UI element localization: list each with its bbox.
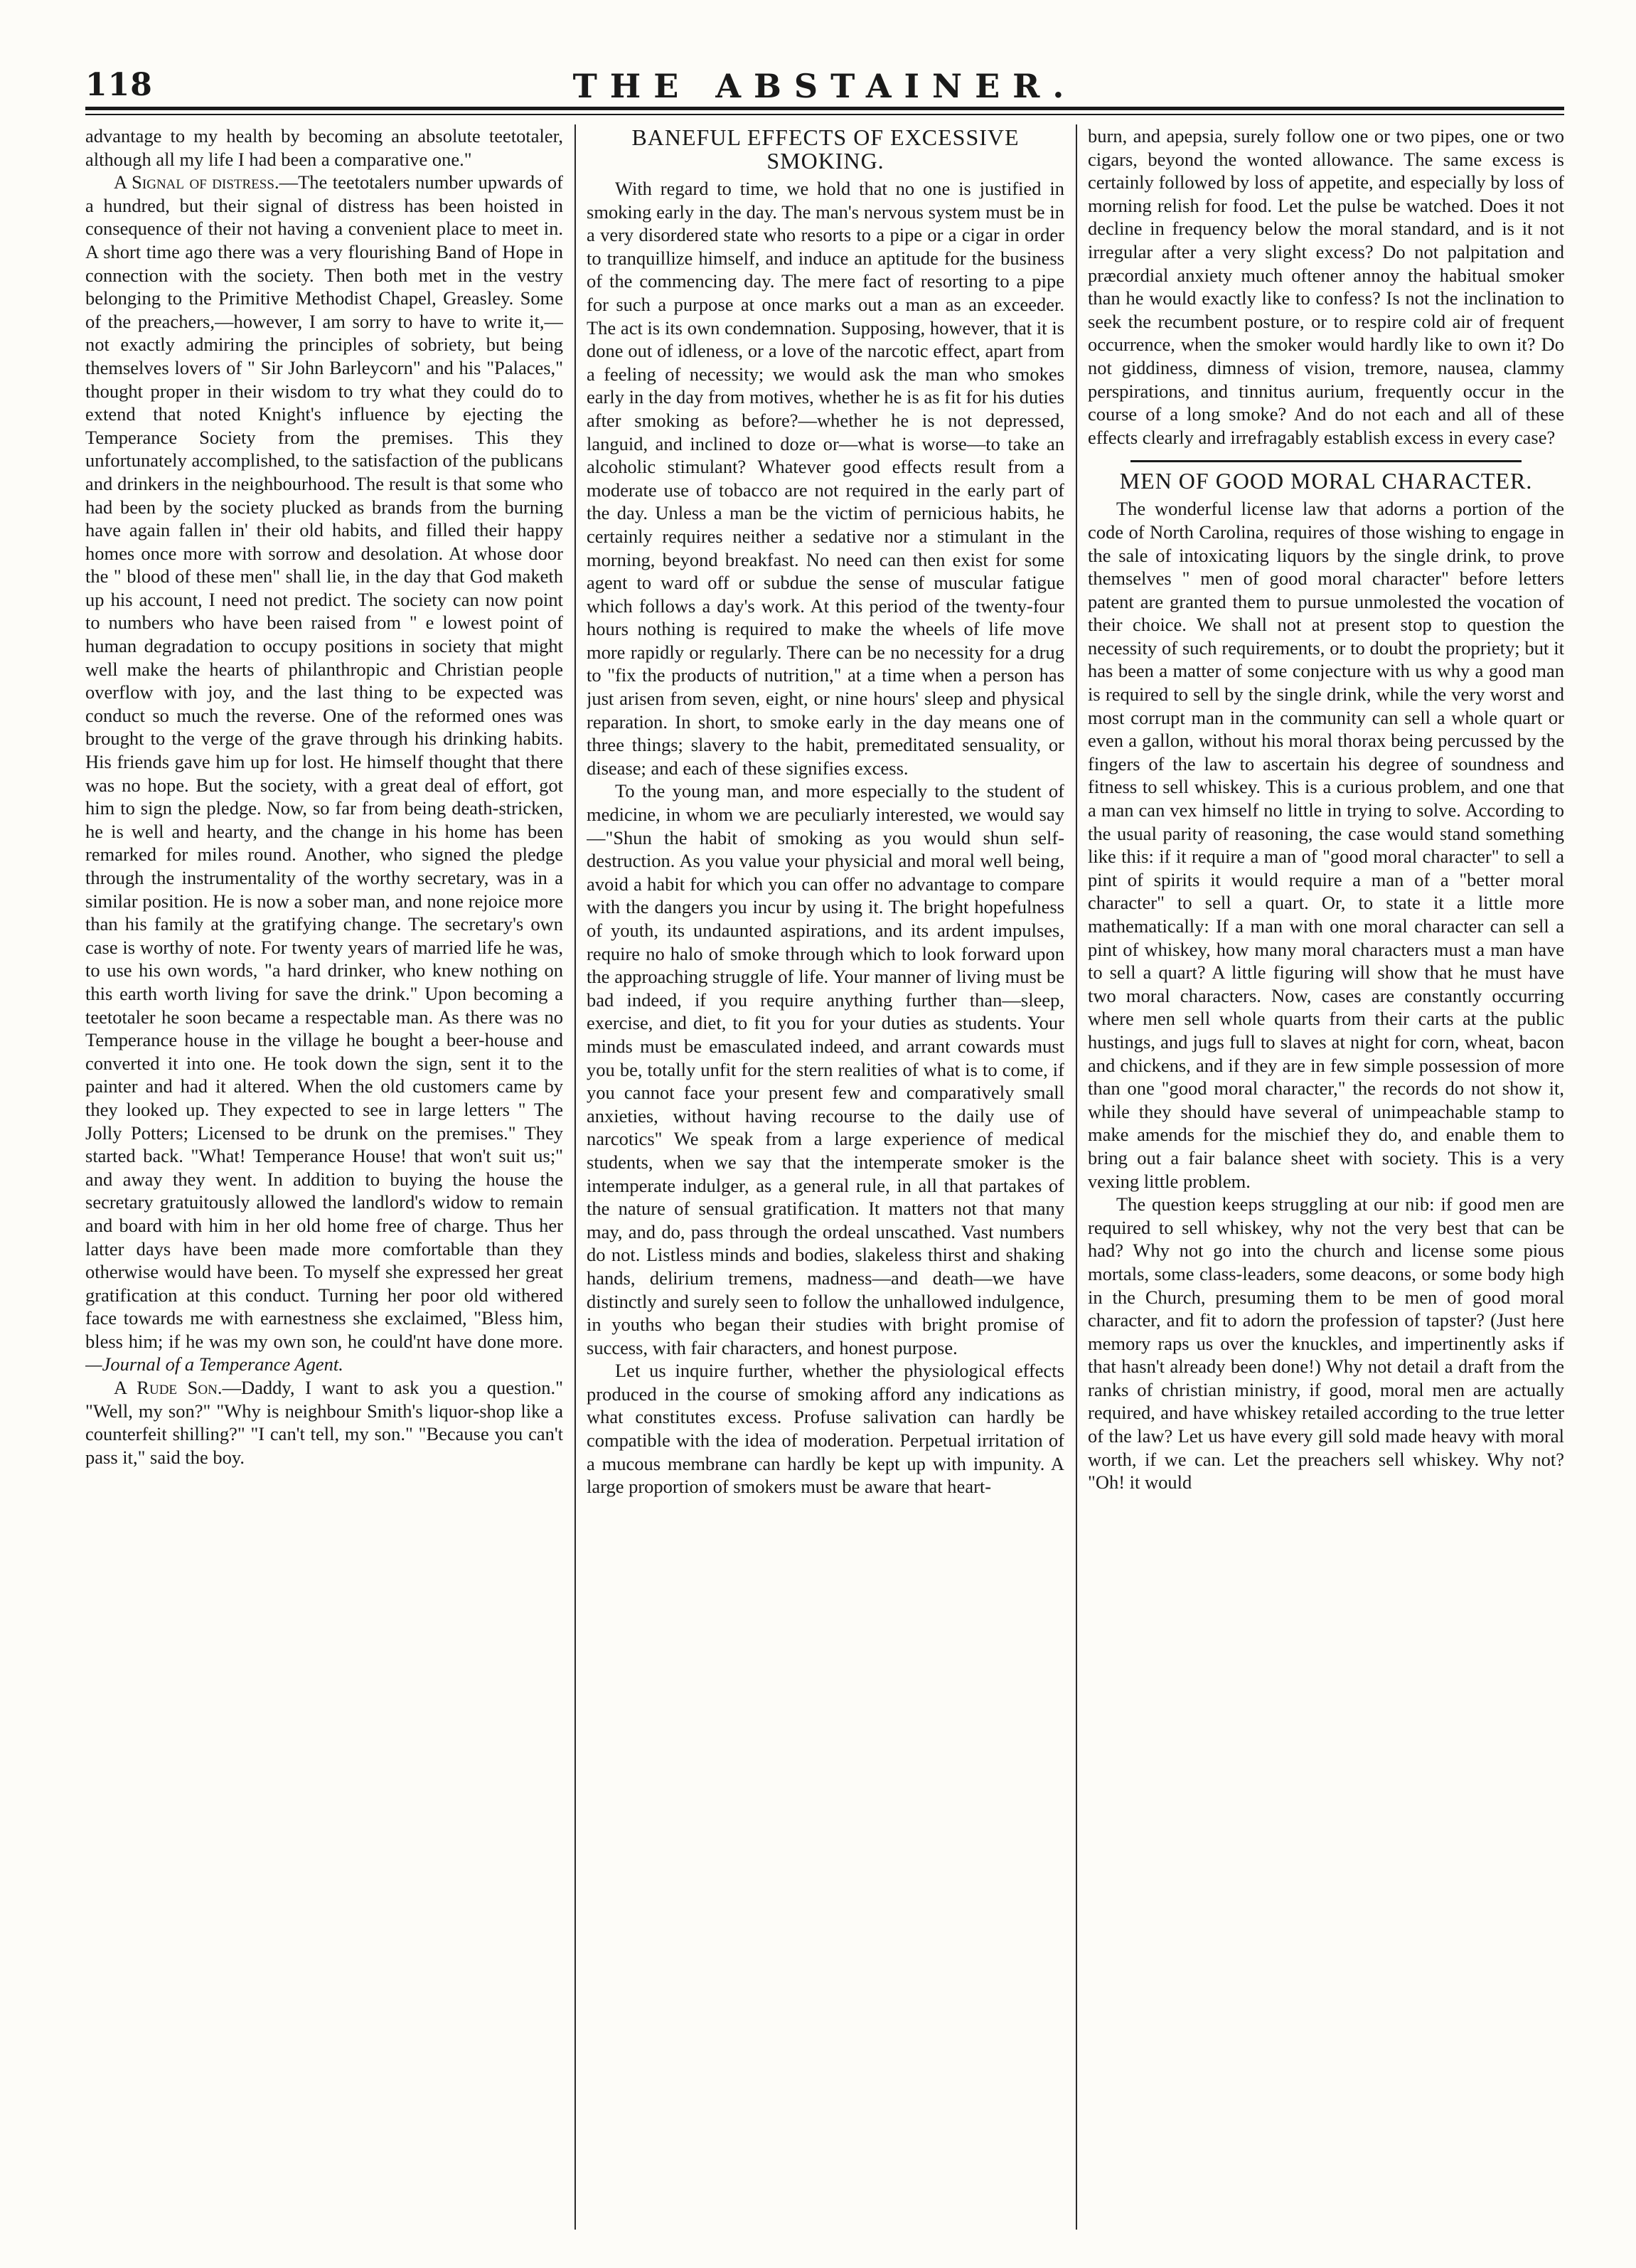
lead-in: A Rude Son. bbox=[114, 1377, 223, 1399]
source-attribution: —Journal of a Temperance Agent. bbox=[85, 1353, 343, 1375]
section-divider bbox=[1130, 460, 1522, 462]
paragraph: burn, and apepsia, surely follow one or two pipes, one or two cigars, beyond the wonted allowance. The same excess is certainly followed by loss of appetite, and especially by loss of morning relish for food. Let the pulse be watched. Does it not decline in frequency below the moral standard, and is it not irregular after a very slight excess? Do not palpitation and præcordial anxiety much oftener annoy the habitual smoker than he would exactly like to confess? Is not the inclination to seek the recumbent posture, or to respire cold air of frequent occurrence, when the smoker would hardly like to own it? Do not giddiness, dimness of vision, tremore, nausea, clammy perspirations, and tinnitus aurium, frequently occur in the course of a long smoke? And do not each and all of these effects clearly and irrefragably establish excess in every case? bbox=[1088, 125, 1564, 448]
paragraph: The question keeps struggling at our nib: if good men are required to sell whiskey, why not the very best that can be had? Why not go into the church and license some pious mortals, some class-leaders, some deacons, or some body high in the Church, presuming them to be men of good moral character, and fit to adorn the profession of tapster? (Just here memory raps us over the knuckles, and impertinently asks if that hasn't already been done!) Why not detail a draft from the ranks of christian ministry, if good, moral men are actually required, and have whiskey retailed according to the true letter of the law? Let us have every gill sold made heavy with moral worth, if we can. Let the preachers sell whiskey. Why not? "Oh! it would bbox=[1088, 1193, 1564, 1494]
page-number: 118 bbox=[85, 67, 153, 103]
lead-in: A Signal of distress. bbox=[114, 171, 279, 193]
paragraph: With regard to time, we hold that no one is justified in smoking early in the day. The man's nervous system must be in a very disordered state who resorts to a pipe or a cigar in order to tranquillize himself, and induce an aptitude for the business of the commencing day. The mere fact of resorting to a pipe for such a purpose at once marks out a man as an exceeder. The act is its own condemnation. Supposing, however, that it is done out of idleness, or a love of the narcotic effect, apart from a feeling of necessity; we would ask the man who smokes early in the day from motives, whether he is as fit for his duties after smoking as before?—whether he is not depressed, languid, and inclined to doze or—what is worse—to take an alcoholic stimulant? Whatever good effects result from a moderate use of tobacco are not required in the early part of the day. Unless a man be the victim of pernicious habits, he certainly requires neither a sedative nor a stimulant in the morning, beyond breakfast. No need can then exist for some agent to ward off or subdue the sense of muscular fatigue which follows a day's work. At this period of the twenty-four hours nothing is required to make the wheels of life move more rapidly or regularly. There can be no necessity for a drug to "fix the products of nutrition," at a time when a person has just arisen from seven, eight, or nine hours' sleep and physical reparation. In short, to smoke early in the day means one of three things; slavery to the habit, premeditated sensuality, or disease; and each of these signifies excess. bbox=[587, 178, 1064, 779]
paragraph-signal-of-distress bbox=[85, 171, 563, 1376]
paragraph-body: —Daddy, I want to ask you a question." "Well, my son?" "Why is neighbour Smith's liquor-shop like a counterfeit shilling?" "I can't tell, my son." "Because you can't pass it," said the boy. bbox=[85, 1377, 563, 1468]
column-middle bbox=[587, 124, 1064, 2230]
article-title-smoking: BANEFUL EFFECTS OF EXCESSIVE SMOKING. bbox=[631, 124, 1020, 174]
paragraph: To the young man, and more especially to the student of medicine, in whom we are peculiarly interested, we would say—"Shun the habit of smoking as you would shun self-destruction. As you value your physicial and moral well being, avoid a habit for which you can offer no advantage to compare with the dangers you incur by using it. The bright hopefulness of youth, its undaunted aspirations, and its ardent impulses, require no halo of smoke through which to look forward upon the approaching struggle of life. Your manner of living must be bad indeed, if you require anything further than—sleep, exercise, and diet, to fit you for your duties as students. Your minds must be emasculated indeed, and arrant cowards must you be, totally unfit for the stern realities of what is to come, if you cannot face your present few and comparatively small anxieties, without having recourse to the daily use of narcotics" We speak from a large experience of medical students, when we say that the intemperate smoker is the intemperate indulger, as a general rule, in all that partakes of the nature of sensual gratification. It matters not that many may, and do, pass through the ordeal unscathed. Vast numbers do not. Listless minds and bodies, slakeless thirst and shaking hands, delirium tremens, madness—and death—we have distinctly and surely seen to follow the unhallowed indulgence, in youths who began their studies with bright promise of success, with fair characters, and honest purpose. bbox=[587, 780, 1064, 1358]
paragraph-rude-son bbox=[85, 1376, 563, 1469]
article-title-moral-character: MEN OF GOOD MORAL CHARACTER. bbox=[1119, 468, 1533, 494]
column-divider bbox=[574, 124, 576, 2230]
column-divider bbox=[1076, 124, 1077, 2230]
paragraph: advantage to my health by becoming an absolute teetotaler, although all my life I had been a comparative one." bbox=[85, 125, 563, 170]
column-right bbox=[1088, 124, 1564, 2230]
header-rule-thin bbox=[85, 114, 1564, 115]
paragraph-body: —The teetotalers number upwards of a hundred, but their signal of distress has been hoisted in consequence of their not having a convenient place to meet in. A short time ago there was a very flourishing Band of Hope in connection with the society. Then both met in the vestry belonging to the Primitive Methodist Chapel, Greasley. Some of the preachers,—however, I am sorry to have to write it,—not exactly admiring the principles of sobriety, but being themselves lovers of " Sir John Barleycorn" and his "Palaces," thought proper in their wisdom to try what they could do to extend that noted Knight's influence by ejecting the Temperance Society from the premises. This they unfortunately accomplished, to the satisfaction of the publicans and drinkers in the neighbourhood. The result is that some who had been by the society plucked as brands from the burning have again fallen in' their old habits, and filled their happy homes once more with sorrow and desolation. At whose door the " blood of these men" shall lie, in the day that God maketh up his account, I need not predict. The society can now point to numbers who have been raised from " e lowest point of human degradation to occupy positions in society that might well make the hearts of philanthropic and Christian people overflow with joy, and the last thing to be expected was conduct so much the reverse. One of the reformed ones was brought to the verge of the grave through his drinking habits. His friends gave him up for lost. He himself thought that there was no hope. But the society, with a great deal of effort, got him to sign the pledge. Now, so far from being death-stricken, he is well and hearty, and the change in his home has been remarked for miles round. Another, who signed the pledge through the instrumentality of the worthy secretary, was in a similar position. He is now a sober man, and none rejoice more than his family at the gratifying change. The secretary's own case is worthy of note. For twenty years of married life he was, to use his own words, "a hard drinker, who knew nothing on this earth worth living for save the drink." Upon becoming a teetotaler he soon became a respectable man. As there was no Temperance house in the village he bought a beer-house and converted it into one. He took down the sign, sent it to the painter and had it altered. When the old customers came by they looked up. They expected to see in large letters " The Jolly Potters; Licensed to be drunk on the premises." They started back. "What! Temperance House! that won't suit us;" and away they went. In addition to buying the house the secretary gratuitously allowed the landlord's widow to remain and board with him in her old home free of charge. Thus her latter days have been made more comfortable than they otherwise would have been. To myself she expressed her great gratification at this conduct. Turning her poor old withered face towards me with earnestness she exclaimed, "Bless him, bless him; if he was my own son, he could'nt have done more. bbox=[85, 171, 563, 1352]
column-left bbox=[85, 124, 563, 2230]
journal-title: THE ABSTAINER. bbox=[572, 67, 1077, 105]
paragraph: The wonderful license law that adorns a portion of the code of North Carolina, requires of those wishing to engage in the sale of intoxicating liquors by the single drink, to prove themselves " men of good moral character" before letters patent are granted them to pursue unmolested the vocation of their choice. We shall not at present stop to question the necessity of such requirements, or to doubt the propriety; but it has been a matter of some conjecture with us why a good man is required to sell by the single drink, while the very worst and most corrupt man in the community can sell a whole quart or even a gallon, without his moral thorax being percussed by the fingers of the law to ascertain his degree of soundness and fitness to sell whiskey. This is a curious problem, and one that a man can vex himself no little in trying to solve. According to the usual parity of reasoning, the case would stand something like this: if it require a man of "good moral character" to sell a pint of spirits it would require a man of a "better moral character" to sell a quart. Or, to state it a little more mathematically: If a man with one moral character can sell a pint of whiskey, how many moral characters must a man have to sell a quart? A little figuring will show that he must have two moral characters. Now, cases are constantly occurring where men sell whole quarts from their carts at the public hustings, and jugs full to slaves at night for corn, wheat, bacon and chickens, and if they are in few simple possession of more than one "good moral character," the records do not show it, while they should have several of unimpeachable stamp to make amends for the mischief they do, and enable them to bring out a fair balance sheet with society. This is a very vexing little problem. bbox=[1088, 498, 1564, 1192]
paragraph: Let us inquire further, whether the physiological effects produced in the course of smoking afford any indications as what constitutes excess. Profuse salivation can hardly be compatible with the idea of moderation. Perpetual irritation of a mucous membrane can hardly be kept up with impunity. A large proportion of smokers must be aware that heart- bbox=[587, 1360, 1064, 1498]
header-rule-thick bbox=[85, 107, 1564, 110]
